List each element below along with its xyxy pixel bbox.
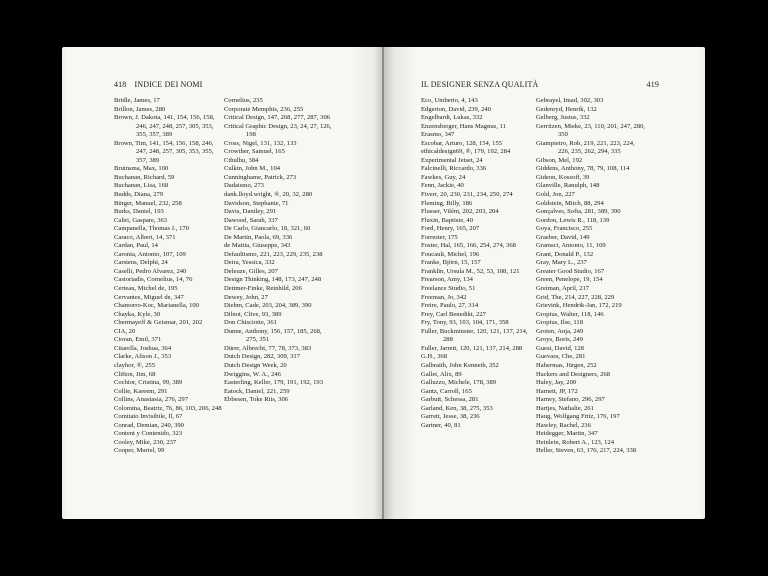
index-entry: Escobar, Arturo, 128, 154, 155 — [421, 139, 503, 147]
index-entry: Dadaismo, 273 — [224, 182, 264, 190]
index-entry: Garland, Ken, 38, 275, 353 — [421, 404, 493, 412]
index-entry: Bürger, Manuel, 232, 258 — [114, 199, 182, 207]
index-entry: Harney, Stefano, 296, 297 — [536, 396, 605, 404]
index-entry: Diehm, Cade, 203, 204, 389, 390 — [224, 302, 312, 310]
index-entry: Freire, Paulo, 27, 314 — [421, 302, 479, 310]
index-entry: Caraco, Albert, 14, 371 — [114, 233, 176, 241]
index-entry: Fenn, Jackie, 40 — [421, 182, 464, 190]
index-entry: Green, Penelope, 19, 154 — [536, 276, 603, 284]
index-entry: Corporate Memphis, 236, 255 — [224, 105, 304, 113]
index-entry: Content y Contenido, 323 — [114, 430, 183, 438]
index-entry: Cthulhu, 384 — [224, 156, 259, 164]
index-entry: Bruinsma, Max, 100 — [114, 165, 169, 173]
left-page-header — [114, 80, 202, 89]
index-entry: Dettmer-Finke, Reinhild, 206 — [224, 285, 302, 293]
left-index-column-1 — [114, 97, 224, 456]
index-entry: Galbraith, John Kenneth, 352 — [421, 361, 499, 369]
index-entry: Goldstein, Mitch, 88, 294 — [536, 199, 604, 207]
index-entry: Culkin, John M., 104 — [224, 165, 281, 173]
index-entry: Defaultismo, 221, 223, 229, 235, 238 — [224, 250, 323, 258]
index-entry: Dwiggins, W. A., 246 — [224, 370, 281, 378]
index-entry: Experimental Jetset, 24 — [421, 156, 483, 164]
index-entry: Frearson, Amy, 134 — [421, 276, 473, 284]
index-entry: Conrad, Demian, 240, 390 — [114, 421, 184, 429]
index-entry: Greiman, April, 217 — [536, 285, 590, 293]
index-entry: Dunne, Anthony, 156, 157, 185, 268, 275, 351 — [224, 327, 322, 344]
index-entry: Flusser, Vilém, 202, 203, 204 — [421, 208, 499, 216]
index-entry: Hackers and Designers, 268 — [536, 370, 610, 378]
index-entry: Edgerton, David, 239, 240 — [421, 105, 491, 113]
index-entry: Cioran, Emil, 371 — [114, 336, 162, 344]
index-entry: dank.lloyd.wright, ®, 20, 32, 280 — [224, 191, 313, 199]
index-entry: Cooley, Mike, 230, 237 — [114, 438, 177, 446]
index-entry: Garrett, Jesse, 38, 236 — [421, 413, 480, 421]
index-entry: Deleuze, Gilles, 207 — [224, 267, 278, 275]
index-entry: Dawood, Sarah, 337 — [224, 216, 278, 224]
right-index-column-2 — [536, 97, 646, 456]
open-book — [62, 47, 705, 519]
index-entry: Franklin, Ursula M., 52, 53, 108, 121 — [421, 267, 520, 275]
index-entry: Garbutt, Schessa, 281 — [421, 396, 479, 404]
index-entry: Cervantes, Miguel de, 347 — [114, 293, 184, 301]
index-entry: Brillon, James, 280 — [114, 105, 166, 113]
index-entry: Fawkes, Guy, 24 — [421, 173, 466, 181]
index-entry: Ebbesen, Toke Riis, 306 — [224, 396, 289, 404]
index-entry: Gideon, Kossoff, 39 — [536, 173, 590, 181]
index-entry: Dilnot, Clive, 93, 389 — [224, 310, 282, 318]
index-entry: Buchanan, Lisa, 168 — [114, 182, 169, 190]
index-entry: Certeau, Michel de, 195 — [114, 285, 178, 293]
index-entry: Gelberg, Justus, 332 — [536, 114, 590, 122]
index-entry: Citarella, Joshua, 364 — [114, 344, 172, 352]
index-entry: Gold, Jon, 227 — [536, 191, 575, 199]
index-entry: Dürer, Albrecht, 77, 78, 373, 383 — [224, 344, 312, 352]
index-entry: Forrester, 175 — [421, 233, 458, 241]
index-entry: Heller, Steven, 63, 176, 217, 224, 338 — [536, 447, 637, 455]
index-entry: Ford, Henry, 165, 207 — [421, 225, 480, 233]
index-entry: Habermas, Jürgen, 252 — [536, 361, 597, 369]
index-entry: Harnett, JP, 172 — [536, 387, 578, 395]
index-entry: Davis, Dantley, 291 — [224, 208, 277, 216]
index-entry: Collie, Kareem, 291 — [114, 387, 168, 395]
index-entry: Buchanan, Richard, 59 — [114, 173, 175, 181]
index-entry: G.H., 368 — [421, 353, 448, 361]
index-entry: Deira, Yessica, 332 — [224, 259, 275, 267]
index-entry: Caselli, Pedro Alvarez, 240 — [114, 267, 187, 275]
index-entry: Hartjes, Nathalie, 261 — [536, 404, 594, 412]
index-entry: Fuller, Buckminster, 120, 121, 137, 214, 288 — [421, 327, 528, 344]
index-entry: Cardan, Paul, 14 — [114, 242, 158, 250]
index-entry: Galluzzo, Michele, 178, 389 — [421, 379, 497, 387]
index-entry: Chamorro-Koc, Marianella, 100 — [114, 302, 199, 310]
index-entry: Graeber, David, 149 — [536, 233, 590, 241]
index-entry: Gramsci, Antonio, 11, 109 — [536, 242, 606, 250]
index-entry: Clarke, Alison J., 353 — [114, 353, 172, 361]
index-entry: Crowther, Samuel, 165 — [224, 148, 285, 156]
right-running-title: IL DESIGNER SENZA QUALITÀ — [421, 80, 539, 89]
index-entry: Cornelius, 235 — [224, 97, 263, 104]
index-entry: Fleming, Billy, 186 — [421, 199, 473, 207]
index-entry: Gerritzen, Mieke, 23, 110, 201, 247, 280, 350 — [536, 122, 646, 139]
index-entry: Gallet, Alix, 89 — [421, 370, 462, 378]
index-entry: Fluxin, Baptiste, 40 — [421, 216, 474, 224]
index-entry: Caliri, Gaspare, 363 — [114, 216, 168, 224]
index-entry: Grant, Donald P., 132 — [536, 250, 594, 258]
index-entry: Haug, Wolfgang Fritz, 176, 197 — [536, 413, 620, 421]
index-entry: Colomina, Beatriz, 76, 86, 103, 206, 248 — [114, 404, 222, 412]
index-entry: Dutch Design, 282, 309, 317 — [224, 353, 301, 361]
index-entry: Bridle, James, 17 — [114, 97, 160, 104]
index-entry: de Mattia, Giuseppe, 343 — [224, 242, 291, 250]
index-entry: Campanella, Thomas J., 170 — [114, 225, 189, 233]
index-entry: Fuller, Jarrett, 120, 121, 137, 214, 288 — [421, 344, 523, 352]
index-entry: Giddens, Anthony, 78, 79, 108, 114 — [536, 165, 630, 173]
index-entry: Comitato Invisibile, Il, 67 — [114, 413, 183, 421]
index-entry: Carstens, Delphi, 24 — [114, 259, 168, 267]
left-running-title: INDICE DEI NOMI — [134, 80, 203, 89]
index-entry: Enzensberger, Hans Magnus, 11 — [421, 122, 506, 130]
index-entry: Gordon, Lewis R., 118, 139 — [536, 216, 610, 224]
index-entry: Gedenryd, Henrik, 132 — [536, 105, 597, 113]
index-entry: Cross, Nigel, 131, 132, 133 — [224, 139, 297, 147]
index-entry: Gropius, Walter, 118, 146 — [536, 310, 604, 318]
index-entry: Groten, Anja, 249 — [536, 327, 584, 335]
index-entry: Castoriadis, Cornelius, 14, 76 — [114, 276, 193, 284]
index-entry: Gonçalves, Sofia, 281, 389, 390 — [536, 208, 621, 216]
index-entry: Foster, Hal, 165, 166, 254, 274, 368 — [421, 242, 516, 250]
index-entry: Gray, Mary L., 237 — [536, 259, 587, 267]
right-index-column-1 — [421, 97, 531, 430]
index-entry: Don Chisciotte, 361 — [224, 319, 277, 327]
index-entry: Chayka, Kyle, 30 — [114, 310, 161, 318]
index-entry: Freelance Studio, 51 — [421, 285, 476, 293]
index-entry: Brown, Tim, 141, 154, 156, 158, 246, 247, 248, 257, 305, 353, 355, 357, 389 — [114, 139, 214, 164]
index-entry: Design Thinking, 148, 173, 247, 248 — [224, 276, 322, 284]
index-entry: Frey, Carl Benedikt, 227 — [421, 310, 486, 318]
index-entry: CIA, 20 — [114, 327, 136, 335]
right-page — [384, 47, 705, 519]
left-page-number: 418 — [114, 80, 127, 89]
index-entry: Chermayeff & Geismar, 201, 202 — [114, 319, 203, 327]
index-entry: Franke, Björn, 15, 157 — [421, 259, 481, 267]
index-entry: Dewey, John, 27 — [224, 293, 268, 301]
index-entry: Eco, Umberto, 4, 143 — [421, 97, 478, 104]
index-entry: Erasmo, 347 — [421, 131, 455, 139]
left-index-column-2 — [224, 97, 334, 405]
index-entry: Engelbardt, Lukas, 332 — [421, 114, 483, 122]
index-entry: Critical Graphic Design, 23, 24, 27, 126, 198 — [224, 122, 332, 139]
index-entry: Guevara, Che, 281 — [536, 353, 586, 361]
right-page-header — [421, 80, 659, 89]
index-entry: Collins, Anastasia, 276, 297 — [114, 396, 188, 404]
right-page-number: 419 — [646, 80, 659, 89]
index-entry: Budds, Diana, 279 — [114, 191, 164, 199]
index-entry: Gartner, 40, 81 — [421, 421, 461, 429]
index-entry: Hawley, Rachel, 236 — [536, 421, 591, 429]
index-entry: Fry, Tony, 93, 103, 104, 171, 358 — [421, 319, 509, 327]
index-entry: Cooper, Muriel, 99 — [114, 447, 165, 455]
index-entry: Heinlein, Robert A., 123, 124 — [536, 438, 615, 446]
index-entry: Goya, Francisco, 255 — [536, 225, 593, 233]
index-entry: Burks, Daniel, 193 — [114, 208, 164, 216]
index-entry: Guest, David, 128 — [536, 344, 584, 352]
index-entry: Freeman, Jo, 342 — [421, 293, 467, 301]
index-entry: Brown, J. Dakota, 141, 154, 156, 158, 246, 247, 248, 257, 305, 353, 355, 357, 389 — [114, 114, 215, 139]
index-entry: Greater Good Studio, 167 — [536, 267, 605, 275]
index-entry: Haley, Jay, 200 — [536, 379, 577, 387]
index-entry: Falcinelli, Riccardo, 336 — [421, 165, 487, 173]
index-entry: Gebrayel, Imad, 302, 303 — [536, 97, 604, 104]
index-entry: Davidson, Stephanie, 71 — [224, 199, 289, 207]
index-entry: Heidegger, Martin, 347 — [536, 430, 598, 438]
index-entry: Glanville, Ranulph, 148 — [536, 182, 600, 190]
index-entry: Fiverr, 20, 230, 231, 234, 250, 274 — [421, 191, 513, 199]
left-page — [62, 47, 383, 519]
index-entry: Critical Design, 147, 268, 277, 287, 306 — [224, 114, 331, 122]
index-entry: Eatock, Daniel, 221, 259 — [224, 387, 290, 395]
index-entry: Caronia, Antonio, 107, 109 — [114, 250, 186, 258]
index-entry: De Carlo, Giancarlo, 18, 321, 60 — [224, 225, 311, 233]
index-entry: Foucault, Michel, 196 — [421, 250, 480, 258]
index-entry: clayhor, ®, 255 — [114, 361, 156, 369]
index-entry: Grievink, Hendrik-Jan, 172, 219 — [536, 302, 622, 310]
index-entry: Dutch Design Week, 20 — [224, 361, 287, 369]
index-entry: De Martin, Paola, 69, 336 — [224, 233, 293, 241]
index-entry: Groys, Boris, 249 — [536, 336, 583, 344]
index-entry: Gropius, Ilse, 118 — [536, 319, 584, 327]
index-entry: Cochior, Cristina, 99, 389 — [114, 379, 183, 387]
index-entry: Cunninghame, Patrick, 273 — [224, 173, 297, 181]
index-entry: Grid, The, 214, 227, 228, 229 — [536, 293, 615, 301]
index-entry: ethicaldesign69, ®, 179, 192, 284 — [421, 148, 511, 156]
index-entry: Gantz, Carroll, 165 — [421, 387, 472, 395]
index-entry: Clifton, Jim, 68 — [114, 370, 156, 378]
index-entry: Giampietro, Rob, 219, 221, 223, 224, 226, 235, 262, 294, 335 — [536, 139, 635, 156]
index-entry: Gibson, Mel, 192 — [536, 156, 583, 164]
index-entry: Easterling, Keller, 179, 191, 192, 193 — [224, 379, 323, 387]
